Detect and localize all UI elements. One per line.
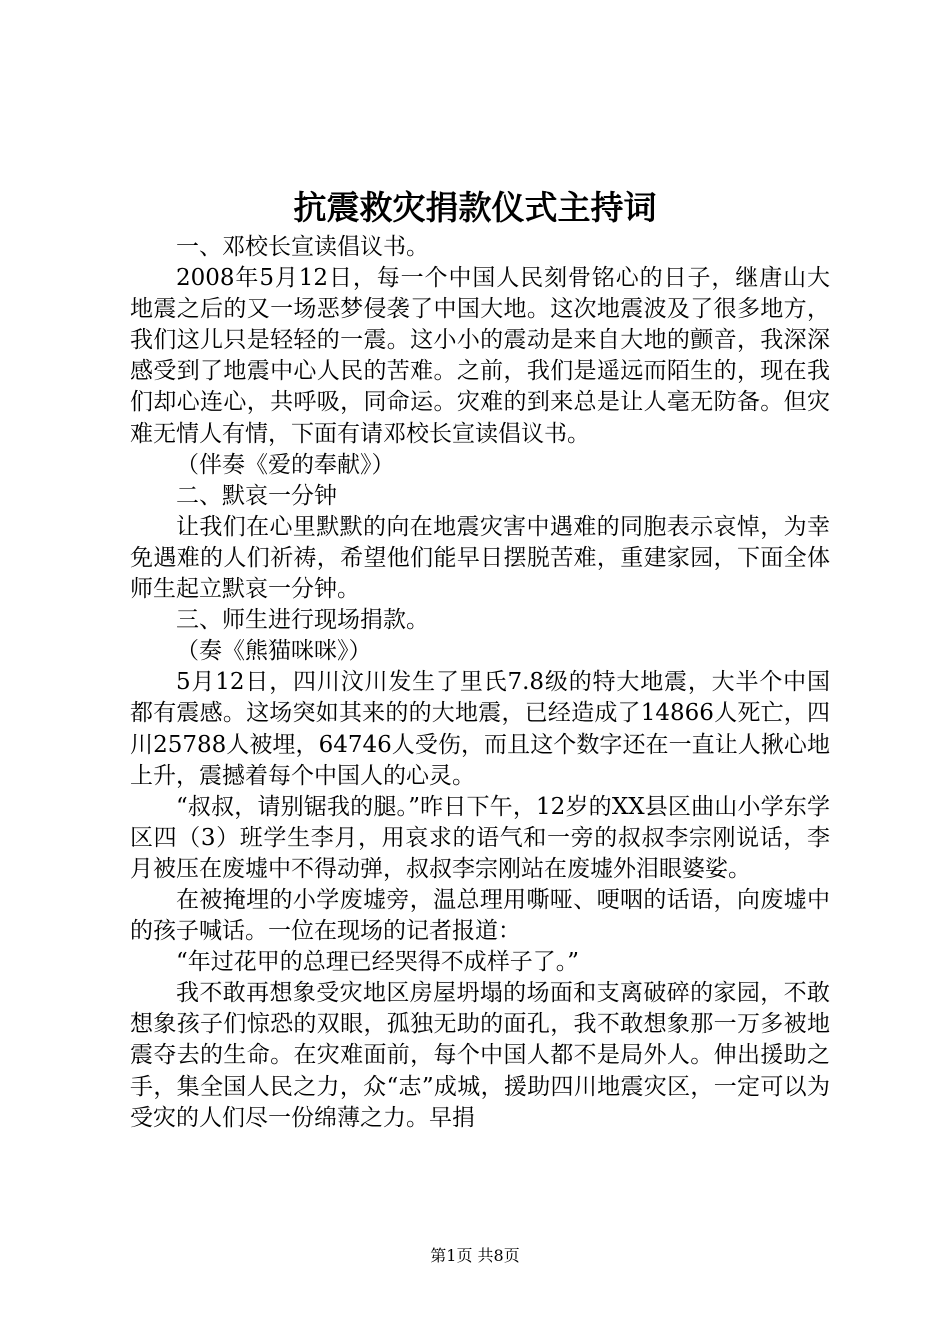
paragraph-8: 5月12日，四川汶川发生了里氏7.8级的特大地震，大半个中国都有震感。这场突如其来的的大地震，已经造成了14866人死亡，四川25788人被埋，64746人受伤，而且这个数字还在一直让人揪心地上升，震撼着每个中国人的心灵。 <box>130 669 830 789</box>
paragraph-11: “年过花甲的总理已经哭得不成样子了。” <box>176 949 580 976</box>
paragraph-1: 一、邓校长宣读倡议书。 <box>176 234 429 260</box>
paragraph-9: “叔叔，请别锯我的腿。”昨日下午，12岁的XX县区曲山小学东学区四（3）班学生李月，用哀求的语气和一旁的叔叔李宗刚说话，李月被压在废墟中不得动弹，叔叔李宗刚站在废墟外泪眼婆娑。 <box>130 793 830 882</box>
paragraph-7: （奏《熊猫咪咪》） <box>176 638 372 665</box>
paragraph-3: （伴奏《爱的奉献》） <box>176 451 395 478</box>
paragraph-12: 我不敢再想象受灾地区房屋坍塌的场面和支离破碎的家园，不敢想象孩子们惊恐的双眼，孤独无助的面孔，我不敢想象那一万多被地震夺去的生命。在灾难面前，每个中国人都不是局外人。伸出援助之手，集全国人民之力，众“志”成城，援助四川地震灾区，一定可以为受灾的人们尽一份绵薄之力。早捐 <box>130 980 830 1131</box>
paragraph-4: 二、默哀一分钟 <box>176 482 337 509</box>
document-title: 抗震救灾捐款仪式主持词 <box>293 188 657 227</box>
paragraph-10: 在被掩埋的小学废墟旁，温总理用嘶哑、哽咽的话语，向废墟中的孩子喊话。一位在现场的记者报道： <box>130 886 830 945</box>
paragraph-2: 2008年5月12日，每一个中国人民刻骨铭心的日子，继唐山大地震之后的又一场恶梦侵袭了中国大地。这次地震波及了很多地方，我们这儿只是轻轻的一震。这小小的震动是来自大地的颤音，我深深感受到了地震中心人民的苦难。之前，我们是遥远而陌生的，现在我们却心连心，共呼吸，同命运。灾难的到来总是让人毫无防备。但灾难无情人有情，下面有请邓校长宣读倡议书。 <box>130 265 830 447</box>
paragraph-5: 让我们在心里默默的向在地震灾害中遇难的同胞表示哀悼，为幸免遇难的人们祈祷，希望他们能早日摆脱苦难，重建家园，下面全体师生起立默哀一分钟。 <box>130 513 830 603</box>
page-number-footer: 第1页 共8页 <box>430 1246 520 1265</box>
paragraph-6: 三、师生进行现场捐款。 <box>176 607 429 634</box>
document-body <box>130 232 830 1134</box>
